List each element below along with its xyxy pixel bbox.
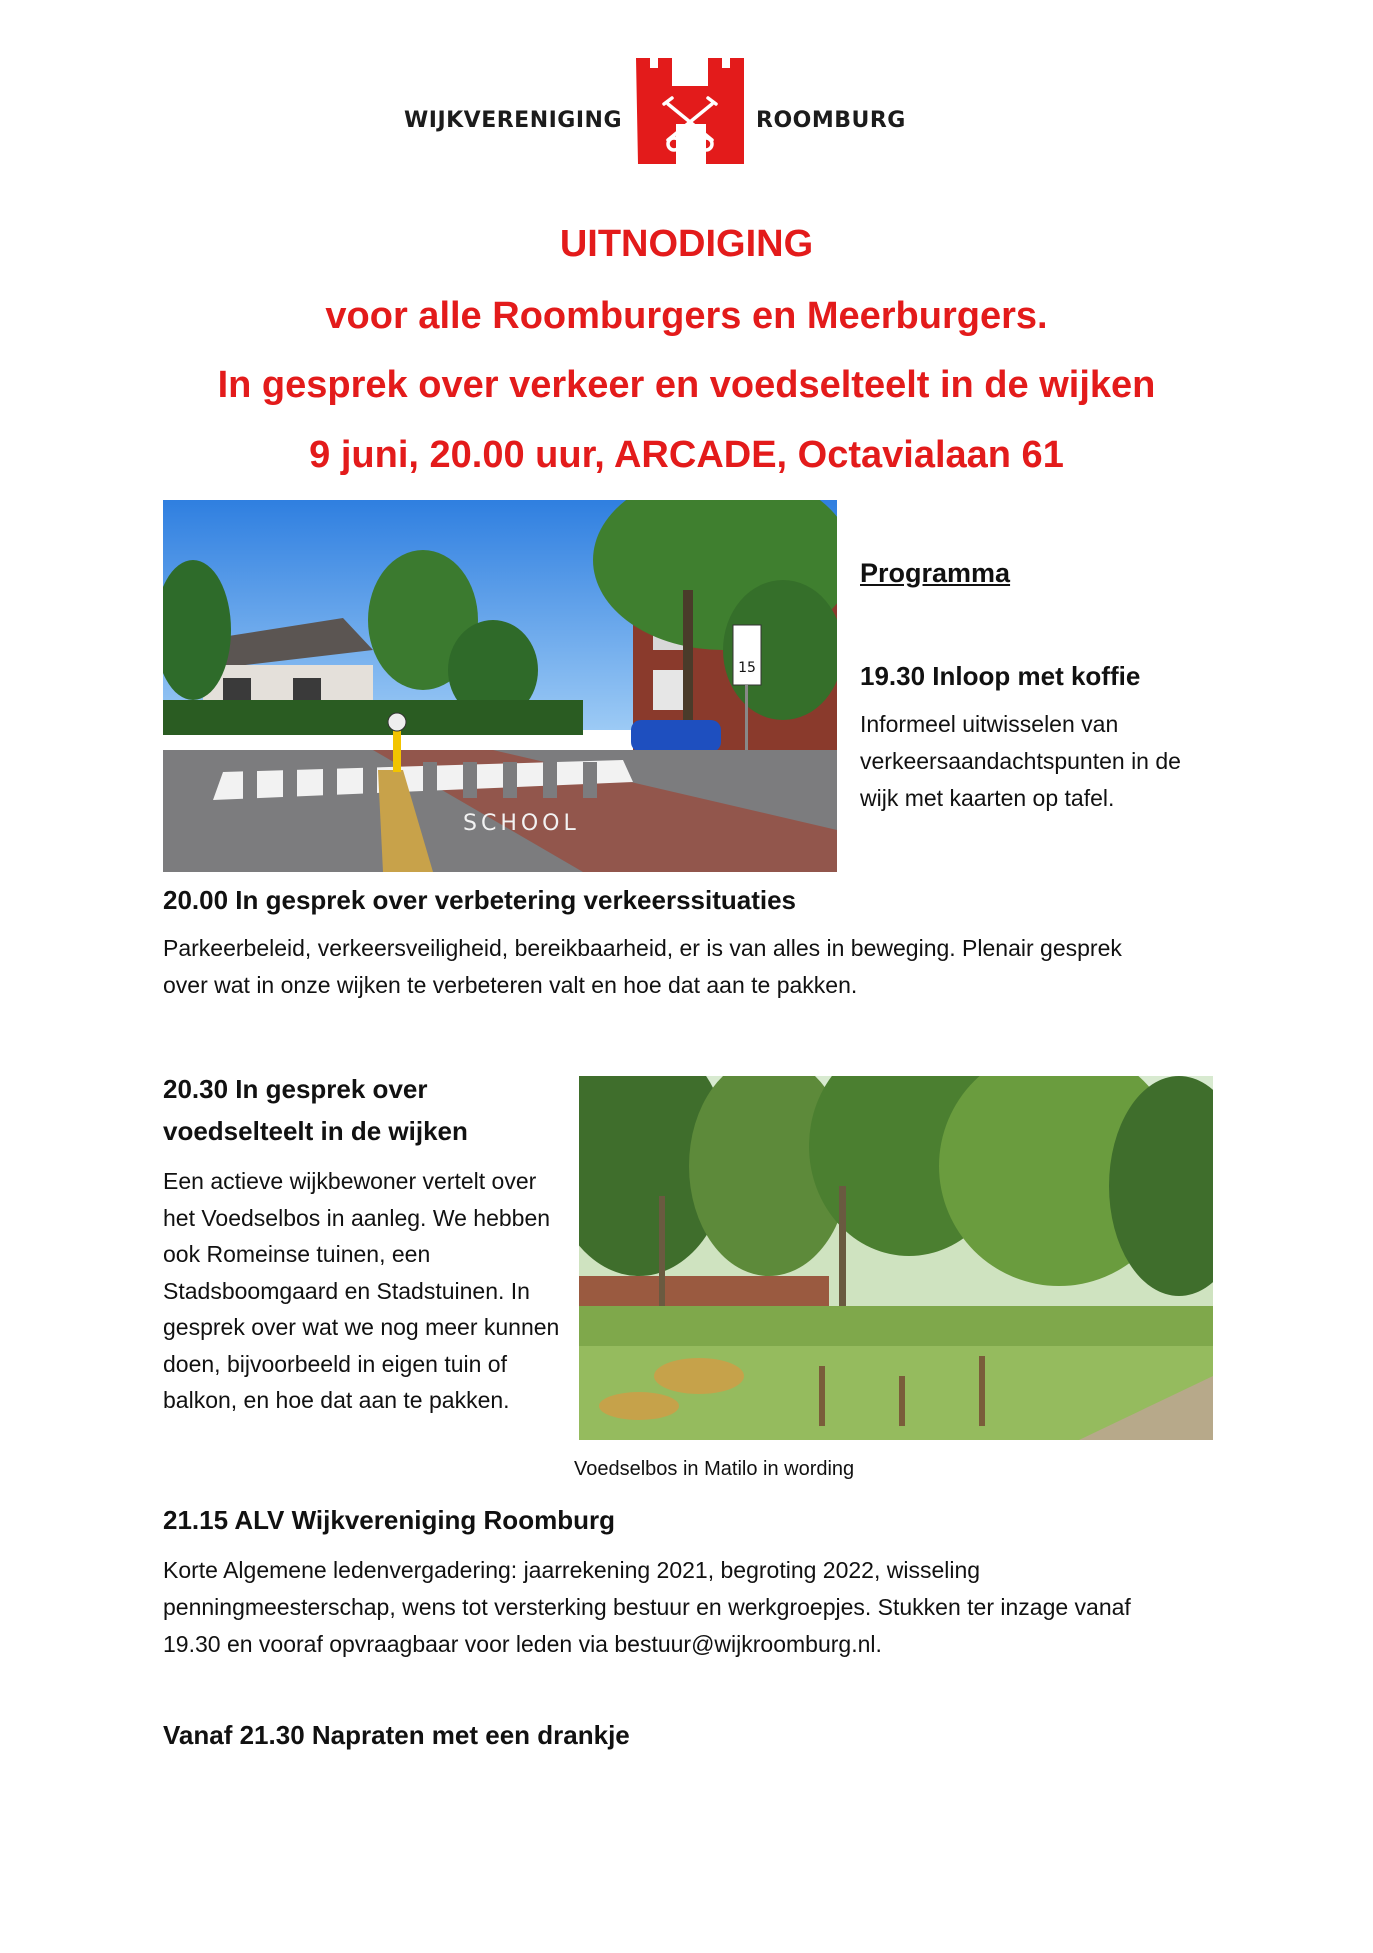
item4-text: Korte Algemene ledenvergadering: jaarrekening 2021, begroting 2022, wisseling penningmeesterschap, wens tot versterking bestuur en werkgroepjes. Stukken ter inzage vanaf 19.30 en vooraf opvraagbaar voor leden via bestuur@wijkroomburg.nl. [163,1557,1131,1657]
invitation-title: UITNODIGING [559,223,814,265]
org-name-right: ROOMBURG [756,108,906,133]
item1-title: 19.30 Inloop met koffie [860,661,1141,691]
date-location-line: 9 juni, 20.00 uur, ARCADE, Octavialaan 61 [309,434,1064,476]
item3-text: Een actieve wijkbewoner vertelt over het Voedselbos in aanleg. We hebben ook Romeinse tuinen, een Stadsboomgaard en Stadstuinen. In gesprek over wat we nog meer kunnen doen, bijvoorbeeld in eigen tuin of balkon, en hoe dat aan te pakken. [163,1168,560,1414]
audience-subtitle: voor alle Roomburgers en Meerburgers. [325,295,1048,337]
school-road-marking: SCHOOL [463,811,580,836]
food-forest-photo [579,1076,1213,1440]
item2-text: Parkeerbeleid, verkeersveiligheid, bereikbaarheid, er is van alles in beweging. Plenair gesprek over wat in onze wijken te verbeteren valt en hoe dat aan te pakken. [163,935,1122,998]
speed-sign-text: 15 [738,660,756,676]
castle-logo-icon [630,58,750,164]
program-heading: Programma [860,558,1011,588]
street-photo [163,500,837,872]
topic-subtitle: In gesprek over verkeer en voedselteelt in de wijken [217,364,1156,406]
item5-title: Vanaf 21.30 Napraten met een drankje [163,1720,630,1750]
org-name-left: WIJKVERENIGING [404,108,623,133]
item3-title: 20.30 In gesprek over voedselteelt in de wijken [163,1074,468,1146]
item1-text: Informeel uitwisselen van verkeersaandachtspunten in de wijk met kaarten op tafel. [860,711,1181,811]
item2-title: 20.00 In gesprek over verbetering verkeerssituaties [163,885,797,915]
photo2-caption: Voedselbos in Matilo in wording [574,1458,855,1480]
item4-title: 21.15 ALV Wijkvereniging Roomburg [163,1505,615,1535]
